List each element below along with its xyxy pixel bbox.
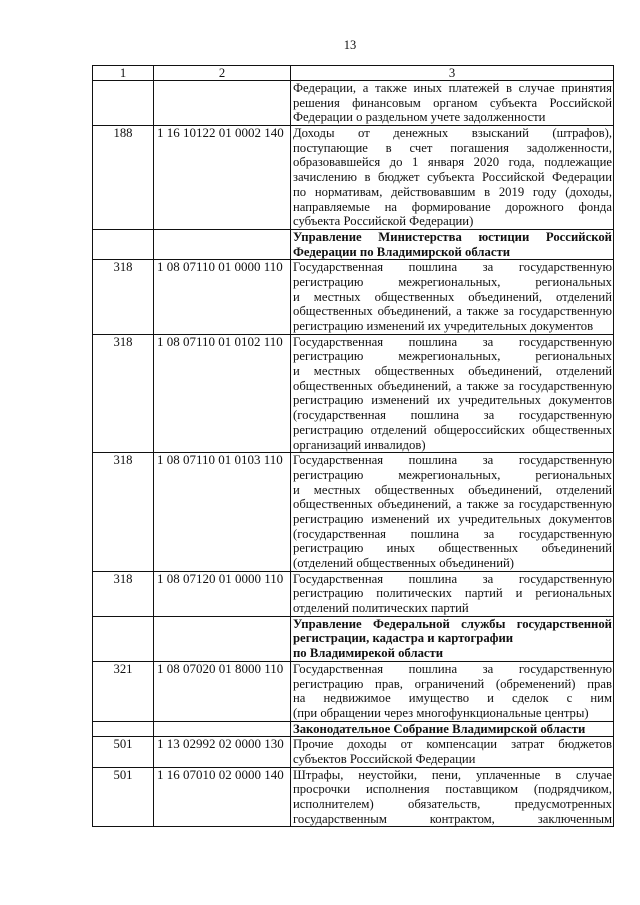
description-line: образовавшейся до 1 января 2020 года, подлежащие bbox=[293, 155, 612, 170]
section-heading-row bbox=[93, 229, 614, 259]
column-header: 3 bbox=[291, 66, 614, 81]
heading-line: Законодательное Собрание Владимирской области bbox=[293, 721, 586, 736]
description-cell bbox=[291, 260, 614, 334]
empty-cell bbox=[154, 229, 291, 259]
table-row bbox=[93, 260, 614, 334]
description-cell bbox=[291, 81, 614, 126]
description-line: и местных общественных объединений, отделений bbox=[293, 482, 612, 497]
description-line: зачислению в бюджет субъекта Российской Федерации bbox=[293, 170, 612, 185]
empty-cell bbox=[93, 616, 154, 661]
description-line: регистрацию изменений их учредительных документов bbox=[293, 511, 612, 526]
column-header: 1 bbox=[93, 66, 154, 81]
description-line: регистрацию политических партий и региональных bbox=[293, 586, 612, 601]
description-line: государственным контрактом, заключенным bbox=[293, 811, 612, 826]
description-line: (при обращении через многофункциональные центры) bbox=[293, 705, 589, 720]
description-cell bbox=[291, 453, 614, 572]
section-heading-row bbox=[93, 616, 614, 661]
description-line: Государственная пошлина за государственную bbox=[293, 453, 612, 468]
table-row bbox=[93, 571, 614, 616]
description-line: субъекта Российской Федерации) bbox=[293, 214, 474, 229]
description-line: общественных объединений, а также за государственную bbox=[293, 304, 612, 319]
admin-code-cell: 318 bbox=[93, 260, 154, 334]
heading-line: Управление Федеральной службы государственной bbox=[293, 616, 612, 631]
description-line: Доходы от денежных взысканий (штрафов), bbox=[293, 126, 612, 141]
description-cell bbox=[291, 661, 614, 721]
description-line: общественных объединений, а также за государственную bbox=[293, 378, 612, 393]
description-line: Федерации о раздельном учете задолженности bbox=[293, 110, 546, 125]
kbk-code-cell: 1 16 10122 01 0002 140 bbox=[154, 126, 291, 230]
heading-line: Управление Министерства юстиции Российской bbox=[293, 229, 612, 244]
kbk-code-cell: 1 16 07010 02 0000 140 bbox=[154, 767, 291, 827]
description-line: Государственная пошлина за государственную bbox=[293, 334, 612, 349]
description-line: и местных общественных объединений, отделений bbox=[293, 364, 612, 379]
table-header-row bbox=[93, 66, 614, 81]
description-line: субъектов Российской Федерации bbox=[293, 751, 476, 766]
table-row bbox=[93, 767, 614, 827]
kbk-code-cell: 1 08 07020 01 8000 110 bbox=[154, 661, 291, 721]
description-line: Государственная пошлина за государственную bbox=[293, 260, 612, 275]
description-line: организаций инвалидов) bbox=[293, 437, 426, 452]
section-heading bbox=[291, 229, 614, 259]
description-line: на недвижимое имущество и сделок с ним bbox=[293, 691, 612, 706]
heading-line: регистрации, кадастра и картографии bbox=[293, 631, 514, 646]
page-number: 13 bbox=[343, 38, 357, 52]
description-line: общественных объединений, а также за государственную bbox=[293, 497, 612, 512]
kbk-code-cell: 1 08 07110 01 0102 110 bbox=[154, 334, 291, 453]
heading-line: Федерации по Владимирской области bbox=[293, 244, 511, 259]
empty-cell bbox=[93, 721, 154, 737]
section-heading bbox=[291, 616, 614, 661]
description-line: решения финансовым органом субъекта Российской bbox=[293, 95, 612, 110]
section-heading-row bbox=[93, 721, 614, 737]
description-line: регистрацию изменений их учредительных документов bbox=[293, 393, 612, 408]
description-cell bbox=[291, 334, 614, 453]
heading-line: по Владимирекой области bbox=[293, 646, 444, 661]
description-line: регистрацию иных общественных объединений bbox=[293, 541, 612, 556]
empty-cell bbox=[93, 81, 154, 126]
description-line: Государственная пошлина за государственную bbox=[293, 661, 612, 676]
description-line: (отделений общественных объединений) bbox=[293, 556, 514, 570]
table-row bbox=[93, 126, 614, 230]
description-line: Прочие доходы от компенсации затрат бюджетов bbox=[293, 737, 612, 752]
admin-code-cell: 501 bbox=[93, 737, 154, 767]
admin-code-cell: 501 bbox=[93, 767, 154, 827]
description-line: регистрацию межрегиональных, региональных bbox=[293, 274, 612, 289]
table-row bbox=[93, 81, 614, 126]
section-heading bbox=[291, 721, 614, 737]
description-line: исполнителем) обязательств, предусмотренных bbox=[293, 797, 612, 811]
description-line: по нормативам, действовавшим в 2019 году (доходы, bbox=[293, 184, 612, 199]
description-line: (государственная пошлина за государственную bbox=[293, 408, 612, 423]
description-line: и местных общественных объединений, отделений bbox=[293, 289, 612, 304]
table-row bbox=[93, 334, 614, 453]
empty-cell bbox=[154, 721, 291, 737]
description-line: регистрацию отделений общероссийских общественных bbox=[293, 422, 612, 437]
admin-code-cell: 318 bbox=[93, 453, 154, 572]
description-line: регистрацию прав, ограничений (обременений) прав bbox=[293, 676, 612, 691]
budget-codes-table bbox=[92, 65, 614, 827]
admin-code-cell: 318 bbox=[93, 571, 154, 616]
description-line: регистрацию изменений их учредительных документов bbox=[293, 319, 594, 333]
description-line: просрочки исполнения поставщиком (подрядчиком, bbox=[293, 782, 612, 797]
kbk-code-cell: 1 13 02992 02 0000 130 bbox=[154, 737, 291, 767]
description-line: поступающие в счет погашения задолженности, bbox=[293, 140, 612, 155]
description-line: Федерации, а также иных платежей в случае принятия bbox=[293, 81, 612, 95]
description-cell bbox=[291, 126, 614, 230]
table-row bbox=[93, 661, 614, 721]
column-header: 2 bbox=[154, 66, 291, 81]
empty-cell bbox=[93, 229, 154, 259]
table-row bbox=[93, 737, 614, 767]
description-line: Штрафы, неустойки, пени, уплаченные в случае bbox=[293, 767, 612, 782]
empty-cell bbox=[154, 616, 291, 661]
description-line: регистрацию межрегиональных, региональных bbox=[293, 349, 612, 364]
empty-cell bbox=[154, 81, 291, 126]
description-line: отделений политических партий bbox=[293, 601, 469, 616]
description-line: (государственная пошлина за государственную bbox=[293, 526, 612, 541]
description-line: регистрацию межрегиональных, региональных bbox=[293, 467, 612, 482]
kbk-code-cell: 1 08 07120 01 0000 110 bbox=[154, 571, 291, 616]
description-cell bbox=[291, 767, 614, 827]
description-cell bbox=[291, 737, 614, 767]
admin-code-cell: 318 bbox=[93, 334, 154, 453]
admin-code-cell: 321 bbox=[93, 661, 154, 721]
description-line: Государственная пошлина за государственную bbox=[293, 571, 612, 586]
admin-code-cell: 188 bbox=[93, 126, 154, 230]
kbk-code-cell: 1 08 07110 01 0000 110 bbox=[154, 260, 291, 334]
kbk-code-cell: 1 08 07110 01 0103 110 bbox=[154, 453, 291, 572]
description-line: направляемые на формирование дорожного фонда bbox=[293, 199, 612, 214]
table-row bbox=[93, 453, 614, 572]
description-cell bbox=[291, 571, 614, 616]
